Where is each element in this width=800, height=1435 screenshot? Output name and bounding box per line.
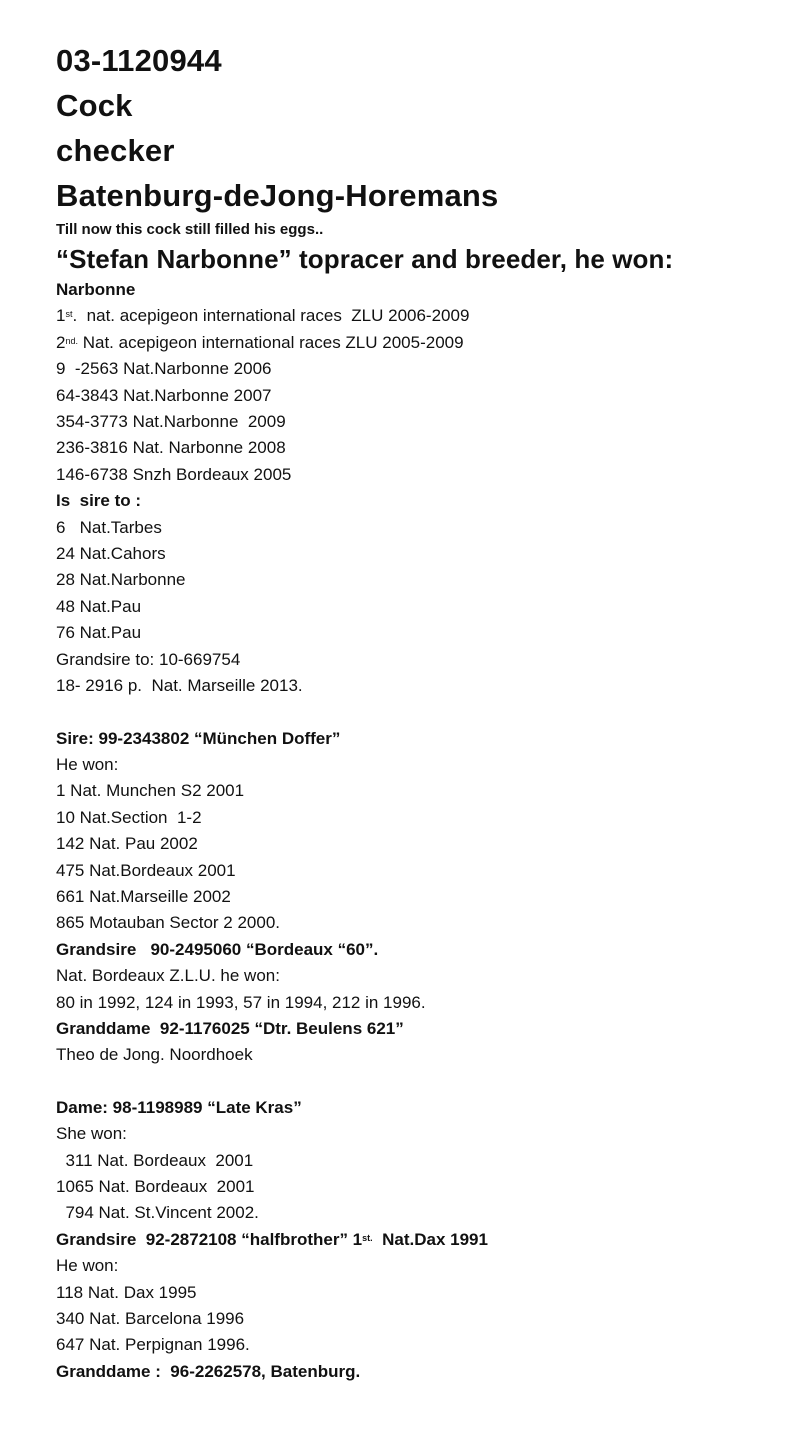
dame-result: 794 Nat. St.Vincent 2002. (56, 1203, 259, 1223)
sire-intro: He won: (56, 754, 119, 774)
dame-grandsire-item: 118 Nat. Dax 1995 (56, 1282, 197, 1302)
result-ace-line-2 (56, 330, 796, 356)
sire-result: 142 Nat. Pau 2002 (56, 834, 198, 854)
result-item: 64-3843 Nat.Narbonne 2007 (56, 385, 272, 405)
ace-2-text: Nat. acepigeon international races ZLU 2005-2009 (77, 332, 464, 352)
sire-heading: Sire: 99-2343802 “München Doffer” (56, 728, 341, 748)
offspring-item: Grandsire to: 10-669754 (56, 649, 241, 669)
sire-result: 475 Nat.Bordeaux 2001 (56, 860, 236, 880)
offspring-item: 18- 2916 p. Nat. Marseille 2013. (56, 676, 303, 696)
ring-number: 03-1120944 (56, 43, 222, 78)
ace-2-place: 2 (56, 332, 66, 352)
breeder-name: Batenburg-deJong-Horemans (56, 178, 499, 213)
dame-grandsire-item: 647 Nat. Perpignan 1996. (56, 1335, 250, 1355)
dame-grandsire-heading-tail: Nat.Dax 1991 (372, 1229, 488, 1249)
sire-result: 865 Motauban Sector 2 2000. (56, 913, 280, 933)
results-heading: Narbonne (56, 280, 136, 299)
ace-1-place: 1 (56, 306, 66, 326)
dame-heading: Dame: 98-1198989 “Late Kras” (56, 1097, 302, 1117)
dame-result: 1065 Nat. Bordeaux 2001 (56, 1177, 255, 1196)
result-item: 9 -2563 Nat.Narbonne 2006 (56, 359, 272, 379)
sire-grandsire-item: 80 in 1992, 124 in 1993, 57 in 1994, 212 in 1996. (56, 992, 426, 1012)
sire-result: 10 Nat.Section 1-2 (56, 807, 202, 827)
dame-granddame-heading: Granddame : 96-2262578, Batenburg. (56, 1361, 361, 1381)
sire-grandsire-heading: Grandsire 90-2495060 “Bordeaux “60”. (56, 939, 379, 959)
result-ace-line-1 (56, 303, 796, 329)
offspring-item: 76 Nat.Pau (56, 623, 142, 643)
dame-grandsire-intro: He won: (56, 1256, 119, 1276)
fertility-note: Till now this cock still filled his eggs.. (56, 221, 324, 238)
section-spacer (56, 1069, 796, 1095)
ace-2-suffix: nd. (65, 335, 78, 346)
dame-grandsire-heading (56, 1227, 796, 1253)
offspring-item: 28 Nat.Narbonne (56, 570, 186, 590)
dame-result: 311 Nat. Bordeaux 2001 (56, 1150, 254, 1170)
sire-granddame-heading: Granddame 92-1176025 “Dtr. Beulens 621” (56, 1018, 404, 1038)
offspring-heading: Is sire to : (56, 491, 142, 511)
pedigree-document (56, 38, 796, 1385)
pigeon-headline: “Stefan Narbonne” topracer and breeder, he won: (56, 244, 674, 274)
ace-1-suffix: st (65, 309, 73, 320)
sex-label: Cock (56, 88, 133, 123)
result-item: 236-3816 Nat. Narbonne 2008 (56, 438, 286, 458)
ace-1-text: . nat. acepigeon international races ZLU 2006-2009 (72, 306, 470, 326)
sire-granddame-item: Theo de Jong. Noordhoek (56, 1045, 253, 1065)
offspring-item: 6 Nat.Tarbes (56, 517, 162, 537)
dame-intro: She won: (56, 1124, 127, 1144)
color-label: checker (56, 133, 175, 168)
section-spacer (56, 700, 796, 726)
result-item: 146-6738 Snzh Bordeaux 2005 (56, 464, 292, 484)
dame-grandsire-heading-main: Grandsire 92-2872108 “halfbrother” 1 (56, 1229, 363, 1249)
offspring-item: 48 Nat.Pau (56, 596, 142, 616)
sire-result: 661 Nat.Marseille 2002 (56, 886, 231, 906)
result-item: 354-3773 Nat.Narbonne 2009 (56, 412, 286, 432)
dame-grandsire-suffix: st. (362, 1232, 373, 1243)
offspring-item: 24 Nat.Cahors (56, 544, 166, 564)
sire-grandsire-item: Nat. Bordeaux Z.L.U. he won: (56, 966, 280, 986)
sire-result: 1 Nat. Munchen S2 2001 (56, 781, 245, 801)
dame-grandsire-item: 340 Nat. Barcelona 1996 (56, 1309, 245, 1329)
